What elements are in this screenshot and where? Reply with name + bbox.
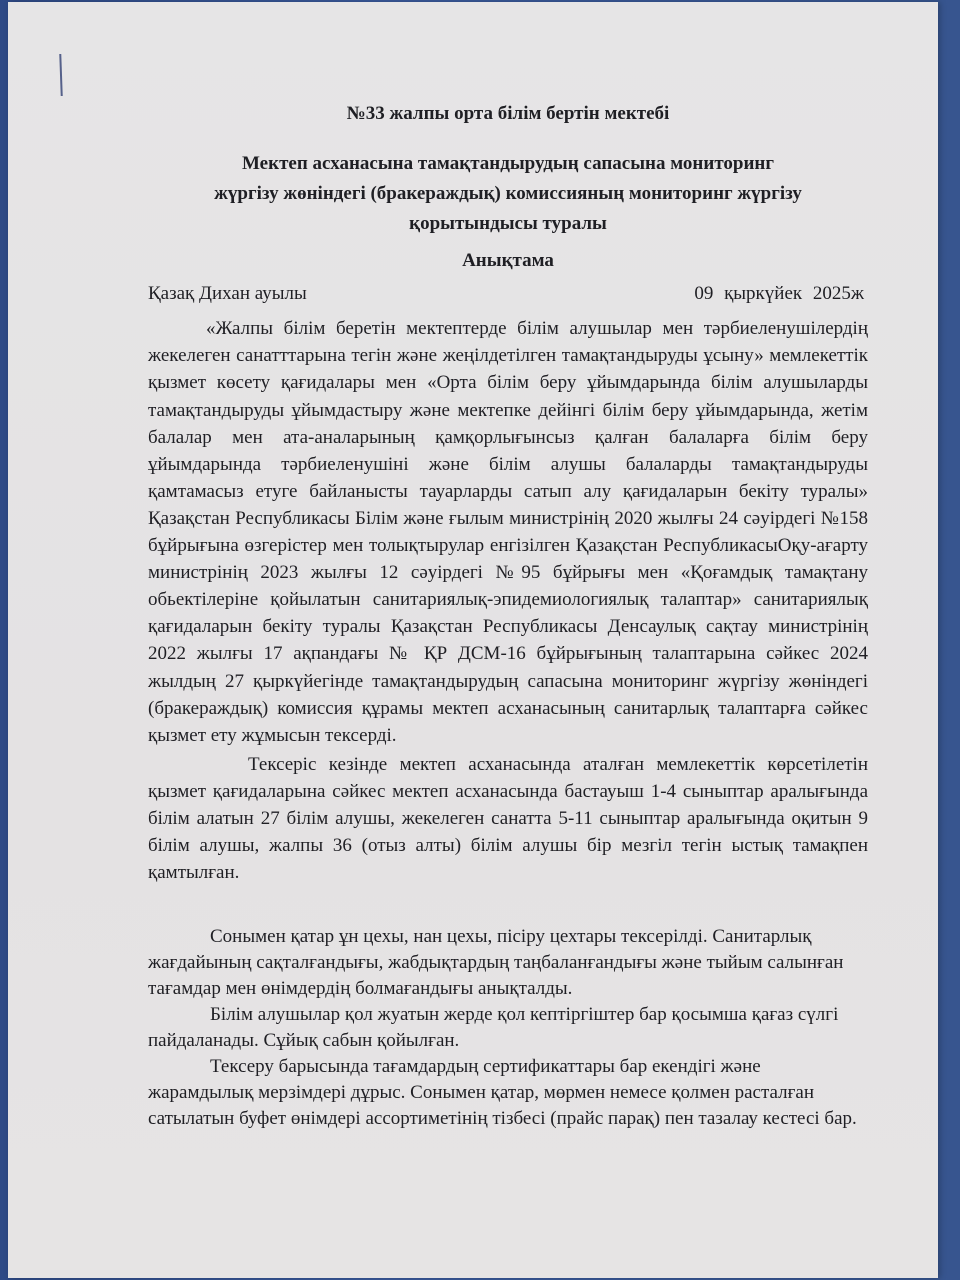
document-title xyxy=(148,149,868,239)
document-heading: Анықтама xyxy=(462,250,554,272)
document-page xyxy=(8,2,938,1278)
paragraph: Білім алушылар қол жуатын жерде қол кептіргіштер бар қосымша қағаз сүлгі пайдаланады. Сұйық сабын қойылған. xyxy=(148,1004,839,1052)
document-body xyxy=(148,94,868,1132)
title-line: жүргізу жөніндегі (бракераждық) комиссияның мониторинг жүргізу xyxy=(214,183,802,205)
spacer xyxy=(148,886,868,924)
paragraph: Тексеріс кезінде мектеп асханасында аталған мемлекеттік көрсетілетін қызмет қағидаларына сәйкес мектеп асханасында бастауыш 1-4 сыныптар аралығында білім алатын 27 білім алушы, жекелеген санатта 5-11 сыныптар аралығында оқитын 9 білім алушы, жалпы 36 (отыз алты) білім алушы бір мезгіл тегін ыстық тамақпен қамтылған. xyxy=(148,753,868,884)
school-name: №33 жалпы орта білім бертін мектебі xyxy=(346,103,670,124)
place: Қазақ Дихан ауылы xyxy=(148,283,307,305)
title-line: Мектеп асханасына тамақтандырудың сапасына мониторинг xyxy=(242,153,774,175)
paragraph: Сонымен қатар ұн цехы, нан цехы, пісіру цехтары тексерілді. Санитарлық жағдайының сақталғандығы, жабдықтардың таңбаланғандығы және тыйым салынған тағамдар мен өнімдердің болмағандығы анықталды. xyxy=(148,926,844,1000)
paragraph: «Жалпы білім беретін мектептерде білім алушылар мен тәрбиеленушілердің жекелеген санатттарына тегін және жеңілдетілген тамақтандыруды ұсыну» мемлекеттік қызмет көсету қағидалары мен «Орта білім беру ұйымдарында білім алушыларды тамақтандыруды ұйымдастыру және мектепке дейінгі білім беру ұйымдарында, жетім балалар мен ата-аналарының қамқорлығынсыз қалған балаларға білім беру ұйымдарында тәрбиеленушіні және білім алушы балаларды тамақтандыруды қамтамасыз етуге байланысты тауарларды сатып алу қағидаларын бекіту туралы» Қазақстан Республикасы Білім және ғылым министрінің 2020 жылғы 24 сәуірдегі №158 бұйрығына өзгерістер мен толықтырулар енгізілген Қазақстан РеспубликасыОқу-ағарту министрінің 2023 жылғы 12 сәуірдегі №95 бұйрығы мен «Қоғамдық тамақтану обьектілеріне қойылатын санитариялық-эпидемиологиялық талаптар» санитариялық қағидаларын бекіту туралы Қазақстан Республикасы Денсаулық сақтау министрінің 2022 жылғы 17 ақпандағы № ҚР ДСМ-16 бұйрығының талаптарына сәйкес 2024 жылдың 27 қыркүйегінде тамақтандырудың сапасына мониторинг жүргізу жөніндегі (бракераждық) комиссия құрамы мектеп асханасының санитарлық талаптарға сәйкес қызмет ету жұмысын тексерді. xyxy=(148,318,868,746)
pen-mark xyxy=(59,54,62,96)
title-line: қорытындысы туралы xyxy=(409,213,607,235)
place-date-row xyxy=(148,280,868,307)
paragraph: Тексеру барысында тағамдардың сертификаттары бар екендігі және жарамдылық мерзімдері дұрыс. Сонымен қатар, мөрмен немесе қолмен расталған сатылатын буфет өнімдері ассортиметінің тізбесі (прайс парақ) пен тазалау кестесі бар. xyxy=(148,1056,857,1130)
date: 09 қыркүйек 2025ж xyxy=(694,283,864,305)
